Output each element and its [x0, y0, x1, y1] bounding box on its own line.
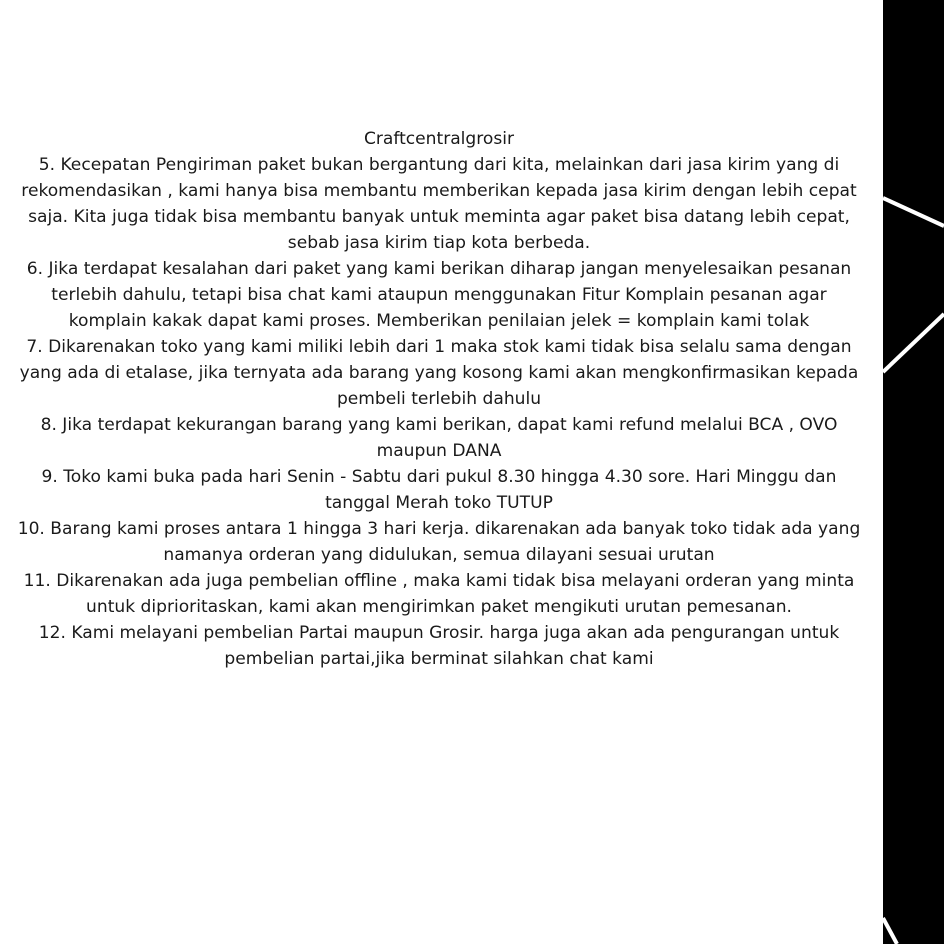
document-line: terlebih dahulu, tetapi bisa chat kami ataupun menggunakan Fitur Komplain pesanan agar [51, 285, 827, 305]
document-line: untuk diprioritaskan, kami akan mengirimkan paket mengikuti urutan pemesanan. [86, 597, 792, 617]
document-line: 12. Kami melayani pembelian Partai maupun Grosir. harga juga akan ada pengurangan untuk [38, 623, 840, 643]
document-line: 8. Jika terdapat kekurangan barang yang kami berikan, dapat kami refund melalui BCA , OVO [40, 415, 838, 435]
document-line: komplain kakak dapat kami proses. Memberikan penilaian jelek = komplain kami tolak [68, 311, 810, 331]
document-line: 7. Dikarenakan toko yang kami miliki lebih dari 1 maka stok kami tidak bisa selalu sama dengan [26, 337, 852, 357]
document-line: namanya orderan yang didulukan, semua dilayani sesuai urutan [163, 545, 715, 565]
document-line: rekomendasikan , kami hanya bisa membantu memberikan kepada jasa kirim dengan lebih cepat [21, 181, 857, 201]
decor-line [883, 198, 944, 226]
document-line: 10. Barang kami proses antara 1 hingga 3 hari kerja. dikarenakan ada banyak toko tidak ada yang [17, 519, 861, 539]
decorative-lines [883, 0, 944, 944]
document-line: 9. Toko kami buka pada hari Senin - Sabtu dari pukul 8.30 hingga 4.30 sore. Hari Minggu dan [41, 467, 837, 487]
document-line: saja. Kita juga tidak bisa membantu banyak untuk meminta agar paket bisa datang lebih cepat, [28, 207, 850, 227]
document-line: maupun DANA [376, 441, 502, 461]
document-line: sebab jasa kirim tiap kota berbeda. [287, 233, 591, 253]
document-line: 11. Dikarenakan ada juga pembelian offline , maka kami tidak bisa melayani orderan yang minta [23, 571, 855, 591]
decor-line [883, 314, 944, 372]
document-line: tanggal Merah toko TUTUP [325, 493, 553, 513]
decorative-side-panel [883, 0, 944, 944]
document-line: 5. Kecepatan Pengiriman paket bukan bergantung dari kita, melainkan dari jasa kirim yang di [38, 155, 840, 175]
document-line: pembeli terlebih dahulu [336, 389, 542, 409]
document-line: 6. Jika terdapat kesalahan dari paket yang kami berikan diharap jangan menyelesaikan pesanan [26, 259, 852, 279]
document-body [0, 126, 878, 672]
document-line: pembelian partai,jika berminat silahkan chat kami [224, 649, 654, 669]
decor-line [883, 918, 897, 944]
document-title: Craftcentralgrosir [363, 129, 515, 149]
document-line: yang ada di etalase, jika ternyata ada barang yang kosong kami akan mengkonfirmasikan kepada [19, 363, 859, 383]
